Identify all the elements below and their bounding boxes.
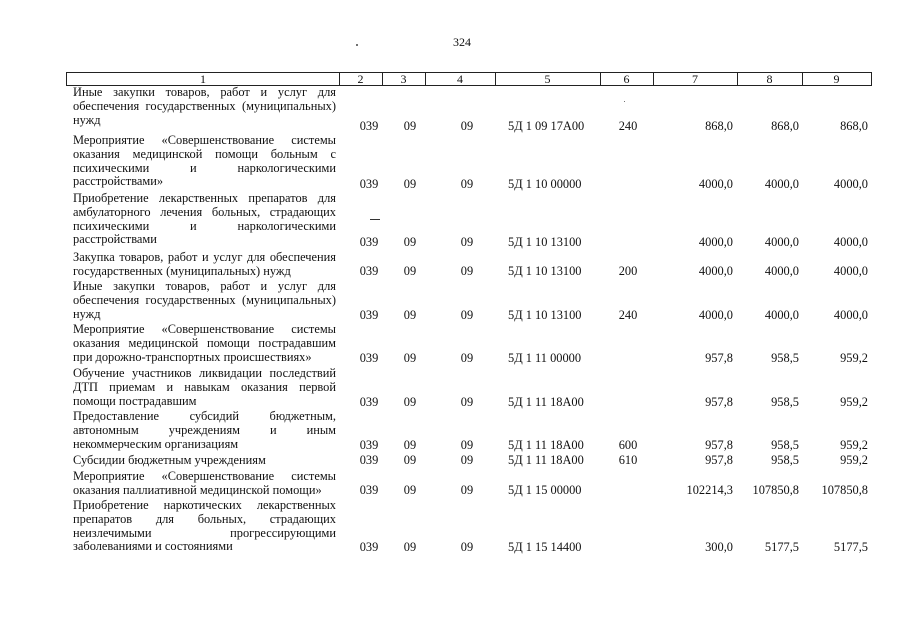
row-cell-col7: 957,8 (705, 351, 733, 365)
row-cell-col8: 4000,0 (764, 235, 799, 249)
row-cell-col4: 09 (460, 235, 474, 249)
row-cell-col6: 610 (618, 453, 638, 467)
row-cell-col8: 107850,8 (752, 483, 799, 497)
row-cell-col2: 039 (359, 395, 379, 409)
row-cell-col7: 300,0 (705, 540, 733, 554)
row-cell-col3: 09 (403, 264, 417, 278)
row-cell-col8: 4000,0 (764, 177, 799, 191)
row-cell-col7: 102214,3 (686, 483, 733, 497)
row-cell-col5: 5Д 1 10 13100 (508, 264, 582, 278)
row-cell-col4: 09 (460, 119, 474, 133)
row-cell-col3: 09 (403, 308, 417, 322)
header-col-9: 9 (833, 72, 840, 86)
row-cell-col4: 09 (460, 351, 474, 365)
row-cell-col9: 4000,0 (833, 235, 868, 249)
row-cell-col9: 959,2 (840, 453, 868, 467)
row-description: Иные закупки товаров, работ и услуг для обеспечения государственных (муниципальных) нужд (73, 85, 336, 127)
row-description: Мероприятие «Совершенствование системы оказания медицинской помощи пострадавшим при дорожно-транспортных происшествиях» (73, 322, 336, 364)
header-col-2: 2 (339, 73, 383, 85)
scan-speck (356, 44, 358, 46)
row-cell-col5: 5Д 1 10 13100 (508, 235, 582, 249)
row-cell-col3: 09 (403, 540, 417, 554)
row-cell-col3: 09 (403, 395, 417, 409)
row-cell-col5: 5Д 1 11 00000 (508, 351, 582, 365)
row-cell-col7: 868,0 (705, 119, 733, 133)
header-col-4: 4 (425, 73, 496, 85)
row-cell-col7: 4000,0 (698, 177, 733, 191)
row-cell-col9: 4000,0 (833, 264, 868, 278)
row-cell-col9: 959,2 (840, 438, 868, 452)
row-cell-col7: 957,8 (705, 395, 733, 409)
row-cell-col4: 09 (460, 177, 474, 191)
row-cell-col2: 039 (359, 483, 379, 497)
row-cell-col9: 107850,8 (821, 483, 868, 497)
row-description: Субсидии бюджетным учреждениям (73, 453, 266, 467)
row-cell-col2: 039 (359, 308, 379, 322)
row-cell-col2: 039 (359, 177, 379, 191)
row-cell-col8: 958,5 (771, 351, 799, 365)
row-cell-col9: 5177,5 (833, 540, 868, 554)
header-col-6: 6 (600, 73, 654, 85)
row-cell-col5: 5Д 1 11 18А00 (508, 438, 584, 452)
row-cell-col5: 5Д 1 15 00000 (508, 483, 582, 497)
row-cell-col6: 240 (618, 119, 638, 133)
row-cell-col4: 09 (460, 308, 474, 322)
row-description: Мероприятие «Совершенствование системы оказания паллиативной медицинской помощи» (73, 469, 336, 497)
row-cell-col9: 4000,0 (833, 177, 868, 191)
row-description: Обучение участников ликвидации последствий ДТП приемам и навыкам оказания первой помощи пострадавшим (73, 366, 336, 408)
row-cell-col8: 868,0 (771, 119, 799, 133)
row-cell-col2: 039 (359, 235, 379, 249)
row-cell-col3: 09 (403, 483, 417, 497)
row-description: Закупка товаров, работ и услуг для обеспечения государственных (муниципальных) нужд (73, 250, 336, 278)
page-number: 324 (453, 35, 471, 49)
row-cell-col7: 957,8 (705, 438, 733, 452)
row-cell-col5: 5Д 1 09 17А00 (508, 119, 585, 133)
row-cell-col8: 4000,0 (764, 308, 799, 322)
row-cell-col3: 09 (403, 119, 417, 133)
row-cell-col3: 09 (403, 235, 417, 249)
row-cell-col6: 240 (618, 308, 638, 322)
row-cell-col7: 4000,0 (698, 308, 733, 322)
row-cell-col2: 039 (359, 453, 379, 467)
row-cell-col8: 4000,0 (764, 264, 799, 278)
row-cell-col7: 4000,0 (698, 235, 733, 249)
row-cell-col9: 4000,0 (833, 308, 868, 322)
row-cell-col4: 09 (460, 483, 474, 497)
scan-dash (370, 219, 380, 220)
row-cell-col2: 039 (359, 438, 379, 452)
row-cell-col8: 958,5 (771, 395, 799, 409)
row-cell-col4: 09 (460, 453, 474, 467)
header-col-8: 8 (737, 73, 803, 85)
row-description: Приобретение лекарственных препаратов для амбулаторного лечения больных, страдающих психическими и наркологическими расстройствами (73, 191, 336, 247)
row-cell-col5: 5Д 1 11 18А00 (508, 395, 584, 409)
row-cell-col6: 600 (618, 438, 638, 452)
row-description: Мероприятие «Совершенствование системы оказания медицинской помощи больным с психическими и наркологическими расстройствами» (73, 133, 336, 189)
table-header (66, 72, 872, 86)
row-cell-col9: 959,2 (840, 395, 868, 409)
row-cell-col3: 09 (403, 453, 417, 467)
row-cell-col3: 09 (403, 177, 417, 191)
header-col-5: 5 (495, 73, 601, 85)
row-cell-col9: 959,2 (840, 351, 868, 365)
row-cell-col4: 09 (460, 540, 474, 554)
row-cell-col7: 957,8 (705, 453, 733, 467)
row-cell-col4: 09 (460, 395, 474, 409)
row-cell-col5: 5Д 1 10 00000 (508, 177, 582, 191)
row-cell-col6: 200 (618, 264, 638, 278)
row-cell-col3: 09 (403, 438, 417, 452)
row-cell-col2: 039 (359, 119, 379, 133)
header-col-1: 1 (67, 73, 340, 85)
header-col-3: 3 (382, 73, 426, 85)
row-description: Иные закупки товаров, работ и услуг для обеспечения государственных (муниципальных) нужд (73, 279, 336, 321)
row-cell-col2: 039 (359, 540, 379, 554)
row-description: Предоставление субсидий бюджетным, автономным учреждениям и иным некоммерческим организациям (73, 409, 336, 451)
row-cell-col4: 09 (460, 264, 474, 278)
scan-speck (624, 101, 625, 102)
row-description: Приобретение наркотических лекарственных препаратов для больных, страдающих неизлечимыми прогрессирующими заболеваниями и состояниями (73, 498, 336, 554)
row-cell-col2: 039 (359, 351, 379, 365)
row-cell-col5: 5Д 1 15 14400 (508, 540, 582, 554)
row-cell-col7: 4000,0 (698, 264, 733, 278)
row-cell-col4: 09 (460, 438, 474, 452)
row-cell-col5: 5Д 1 10 13100 (508, 308, 582, 322)
row-cell-col2: 039 (359, 264, 379, 278)
row-cell-col5: 5Д 1 11 18А00 (508, 453, 584, 467)
row-cell-col3: 09 (403, 351, 417, 365)
row-cell-col9: 868,0 (840, 119, 868, 133)
header-col-7: 7 (653, 73, 738, 85)
row-cell-col8: 958,5 (771, 438, 799, 452)
row-cell-col8: 958,5 (771, 453, 799, 467)
row-cell-col8: 5177,5 (764, 540, 799, 554)
